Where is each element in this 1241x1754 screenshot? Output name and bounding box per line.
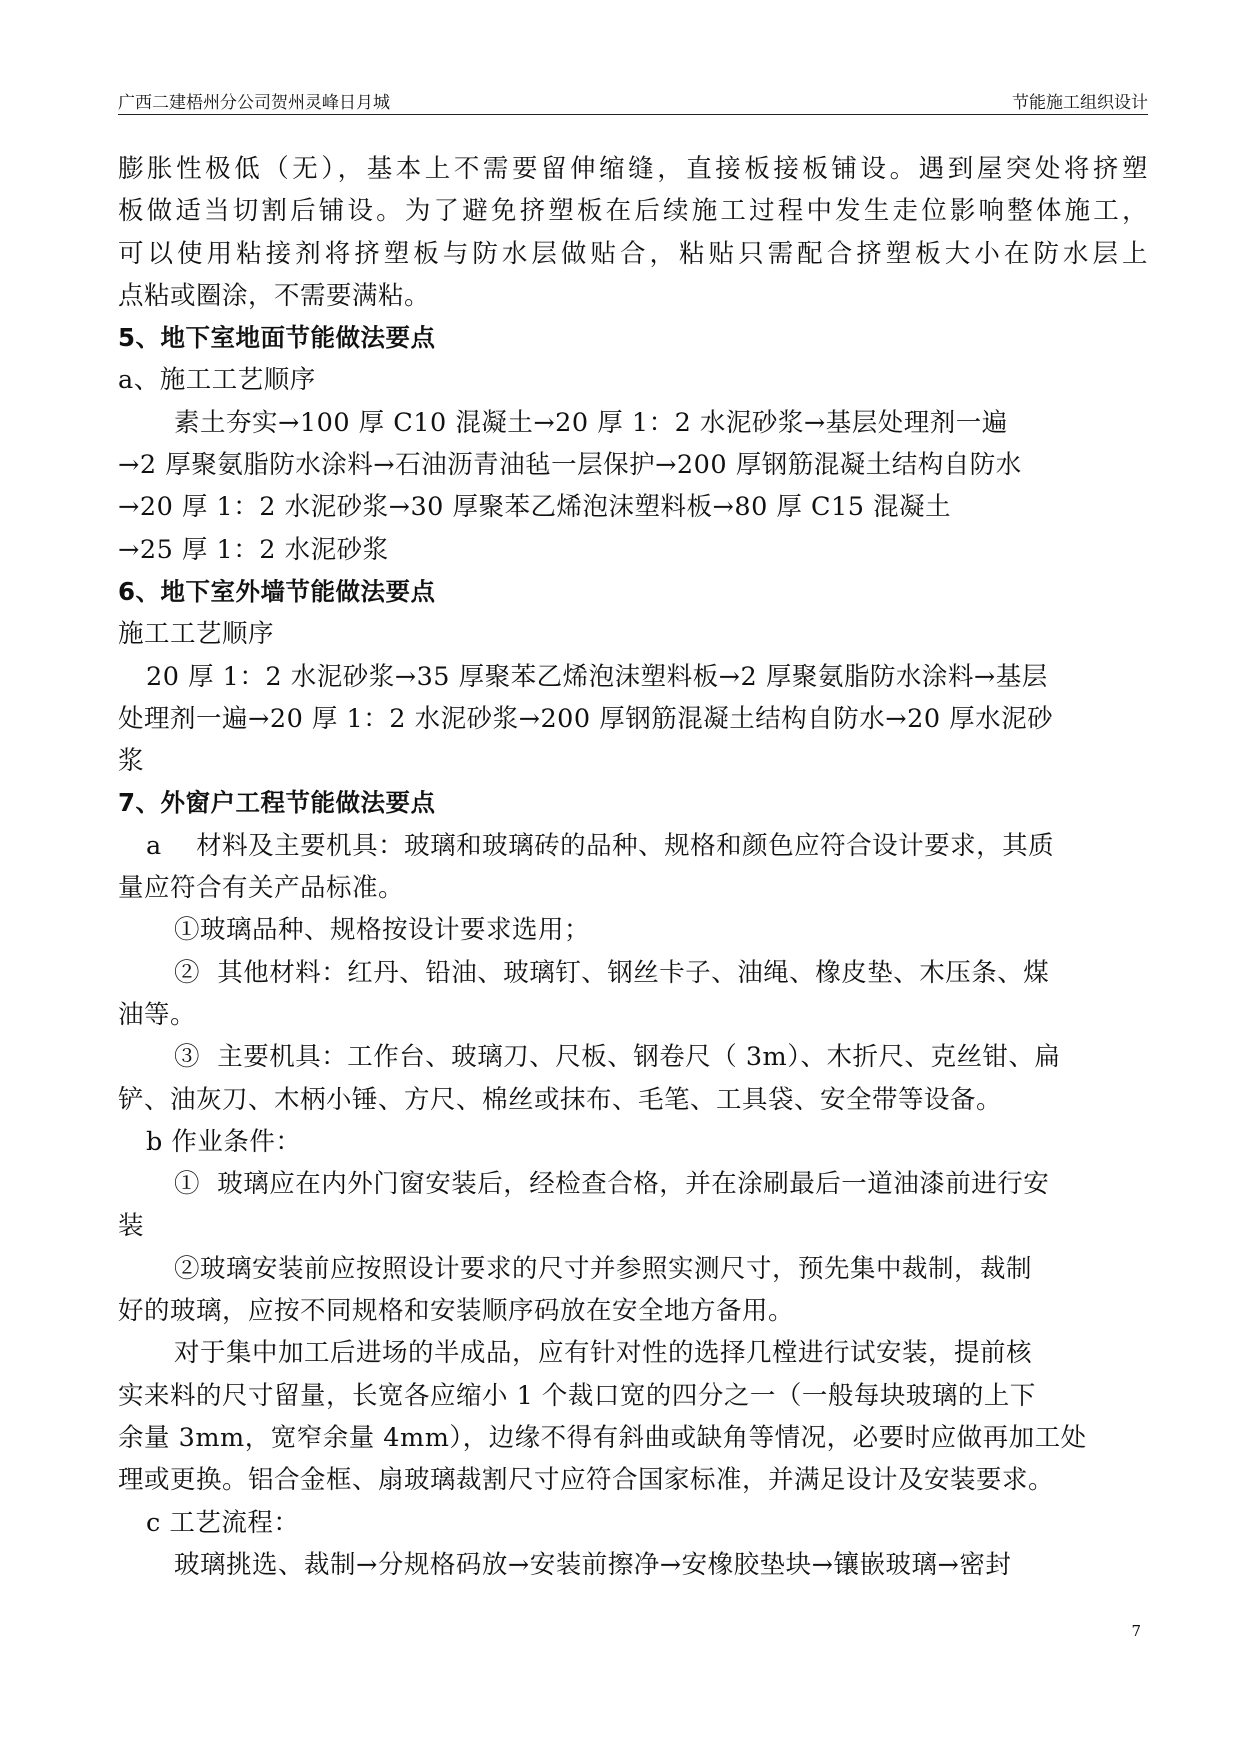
text-line: 玻璃挑选、裁制→分规格码放→安装前擦净→安橡胶垫块→镶嵌玻璃→密封 (174, 1549, 1012, 1580)
text-line: 理或更换。铝合金框、扇玻璃裁割尺寸应符合国家标准，并满足设计及安装要求。 (118, 1465, 1055, 1496)
text-line: 素土夯实→100 厚 C10 混凝土→20 厚 1：2 水泥砂浆→基层处理剂一遍 (174, 407, 1008, 438)
header-right: 节能施工组织设计 (1012, 93, 1148, 113)
section-heading: 7、外窗户工程节能做法要点 (118, 788, 436, 818)
text-line: →2 厚聚氨脂防水涂料→石油沥青油毡一层保护→200 厚钢筋混凝土结构自防水 (118, 450, 1022, 481)
text-line: 膨胀性极低（无），基本上不需要留伸缩缝，直接板接板铺设。遇到屋突处将挤塑 (118, 154, 1148, 184)
text-line: 油等。 (118, 999, 197, 1030)
text-line: 20 厚 1：2 水泥砂浆→35 厚聚苯乙烯泡沫塑料板→2 厚聚氨脂防水涂料→基层 (146, 661, 1048, 692)
subheading: c 工艺流程： (146, 1507, 300, 1538)
list-item: ③ 主要机具：工作台、玻璃刀、尺板、钢卷尺（ 3m）、木折尺、克丝钳、扁 (174, 1042, 1061, 1073)
text-line: 可以使用粘接剂将挤塑板与防水层做贴合，粘贴只需配合挤塑板大小在防水层上 (118, 238, 1148, 269)
page-body (118, 148, 1148, 1586)
list-item: ② 其他材料：红丹、铅油、玻璃钉、钢丝卡子、油绳、橡皮垫、木压条、煤 (174, 957, 1050, 988)
page-header (118, 88, 1148, 115)
text-line: 板做适当切割后铺设。为了避免挤塑板在后续施工过程中发生走位影响整体施工， (118, 196, 1148, 227)
text-line: a 材料及主要机具：玻璃和玻璃砖的品种、规格和颜色应符合设计要求，其质 (146, 830, 1055, 861)
text-line: 铲、油灰刀、木柄小锤、方尺、棉丝或抹布、毛笔、工具袋、安全带等设备。 (118, 1084, 1003, 1115)
text-line: 好的玻璃，应按不同规格和安装顺序码放在安全地方备用。 (118, 1296, 795, 1327)
text-line: 对于集中加工后进场的半成品，应有针对性的选择几樘进行试安装，提前核 (174, 1338, 1033, 1369)
section-heading: 5、地下室地面节能做法要点 (118, 323, 436, 353)
subheading: 施工工艺顺序 (118, 619, 275, 650)
list-item: ②玻璃安装前应按照设计要求的尺寸并参照实测尺寸，预先集中裁制，裁制 (174, 1253, 1033, 1284)
text-line: 浆 (118, 746, 145, 777)
text-line: 点粘或圈涂，不需要满粘。 (118, 280, 431, 311)
section-heading: 6、地下室外墙节能做法要点 (118, 576, 436, 606)
list-item: ①玻璃品种、规格按设计要求选用； (174, 915, 591, 946)
text-line: 装 (118, 1211, 145, 1242)
header-left: 广西二建梧州分公司贺州灵峰日月城 (118, 93, 390, 113)
list-item: ① 玻璃应在内外门窗安装后，经检查合格，并在涂刷最后一道油漆前进行安 (174, 1169, 1050, 1200)
subheading: b 作业条件： (146, 1126, 302, 1157)
text-line: 处理剂一遍→20 厚 1：2 水泥砂浆→200 厚钢筋混凝土结构自防水→20 厚水泥砂 (118, 703, 1054, 734)
text-line: 余量 3mm，宽窄余量 4mm），边缘不得有斜曲或缺角等情况，必要时应做再加工处 (118, 1422, 1087, 1453)
text-line: 量应符合有关产品标准。 (118, 873, 405, 904)
text-line: 实来料的尺寸留量，长宽各应缩小 1 个裁口宽的四分之一（一般每块玻璃的上下 (118, 1380, 1036, 1411)
text-line: →20 厚 1：2 水泥砂浆→30 厚聚苯乙烯泡沫塑料板→80 厚 C15 混凝土 (118, 492, 952, 523)
page-number: 7 (1131, 1622, 1141, 1640)
subheading: a、施工工艺顺序 (118, 365, 316, 396)
text-line: →25 厚 1：2 水泥砂浆 (118, 534, 389, 565)
